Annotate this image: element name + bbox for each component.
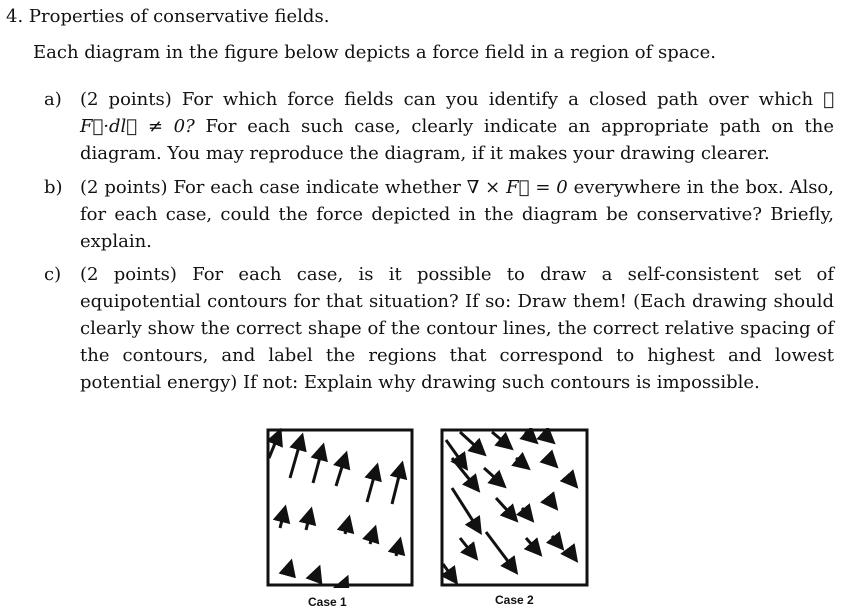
part-b-text-before: (2 points) For each case indicate whether (80, 177, 461, 198)
part-a-label: a) (44, 89, 62, 110)
part-b-math: ∇ × F⃗ = 0 (466, 177, 568, 198)
problem-intro: Each diagram in the figure below depicts a force field in a region of space. (33, 42, 716, 63)
case-1-caption: Case 1 (308, 595, 347, 609)
problem-title: Properties of conservative fields. (28, 6, 330, 27)
problem-heading (6, 6, 329, 27)
part-a (44, 86, 834, 167)
case-1-diagram (266, 428, 414, 588)
part-a-math: ∮ F⃗·dl⃗ ≠ 0? (80, 89, 834, 137)
case-2-diagram (440, 428, 590, 588)
part-b (44, 174, 834, 255)
part-a-text (80, 86, 834, 167)
part-c-label: c) (44, 264, 62, 285)
part-a-text-after: For each such case, clearly indicate an appropriate path on the diagram. You may reproduce the diagram, if it makes your drawing clearer. (80, 116, 834, 164)
problem-number: 4. (6, 6, 24, 27)
case-2-caption: Case 2 (495, 593, 534, 607)
part-b-text-after: everywhere in the box. Also, for each case, could the force depicted in the diagram be conservative? Briefly, explain. (80, 177, 834, 252)
part-c-text: (2 points) For each case, is it possible to draw a self-consistent set of equipotential contours for that situation? If so: Draw them! (Each drawing should clearly show the correct shape of the contour lines, the correct relative spacing of the contours, and label the regions that correspond to highest and lowest potential energy) If not: Explain why drawing such contours is impossible. (80, 264, 834, 393)
part-b-text (80, 174, 834, 255)
part-c (44, 261, 834, 396)
part-a-text-before: (2 points) For which force fields can you identify a closed path over which (80, 89, 814, 110)
part-b-label: b) (44, 177, 63, 198)
